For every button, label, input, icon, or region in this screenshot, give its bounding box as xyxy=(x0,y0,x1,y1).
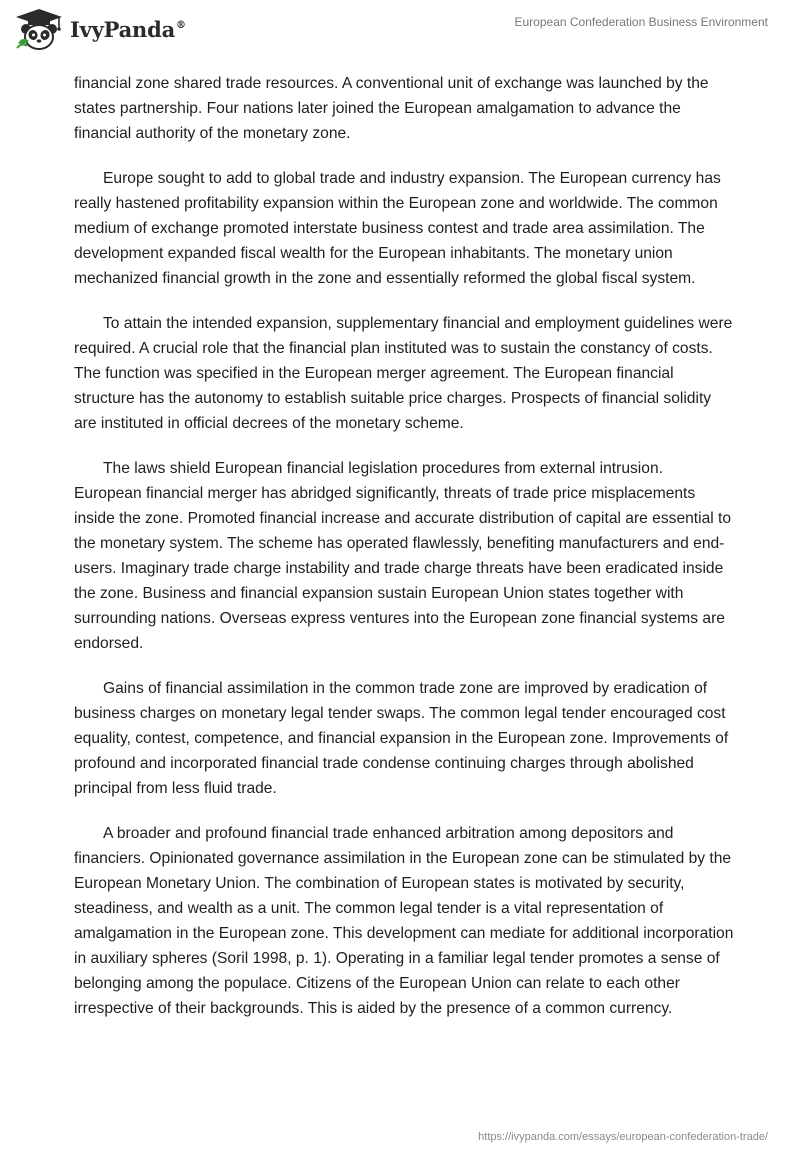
panda-graduate-icon xyxy=(14,8,64,50)
paragraph: financial zone shared trade resources. A conventional unit of exchange was launched by the states partnership. Four nations later joined the European amalgamation to advance the financial authority of the monetary zone. xyxy=(74,75,709,142)
page-header xyxy=(0,0,800,70)
essay-body xyxy=(74,71,734,1041)
paragraph: Europe sought to add to global trade and industry expansion. The European currency has really hastened profitability expansion within the European zone and worldwide. The common medium of exchange promoted interstate business contest and trade area assimilation. The development expanded fiscal wealth for the European inhabitants. The monetary union mechanized financial growth in the zone and essentially reformed the global fiscal system. xyxy=(74,170,721,287)
paragraph: To attain the intended expansion, supplementary financial and employment guidelines were required. A crucial role that the financial plan instituted was to sustain the constancy of costs. The function was specified in the European merger agreement. The European financial structure has the autonomy to establish suitable price charges. Prospects of financial solidity are instituted in official decrees of the monetary scheme. xyxy=(74,315,733,432)
document-title: European Confederation Business Environment xyxy=(514,15,768,29)
paragraph: The laws shield European financial legislation procedures from external intrusion. European financial merger has abridged significantly, threats of trade price misplacements inside the zone. Promoted financial increase and accurate distribution of capital are essential to the monetary system. The scheme has operated flawlessly, benefiting manufacturers and end-users. Imaginary trade charge instability and trade charge threats have been eradicated inside the zone. Business and financial expansion sustain European Union states together with surrounding nations. Overseas express ventures into the European zone financial systems are endorsed. xyxy=(74,460,732,652)
brand-name: IvyPanda® xyxy=(70,16,186,42)
paragraph: Gains of financial assimilation in the common trade zone are improved by eradication of business charges on monetary legal tender swaps. The common legal tender encouraged cost equality, contest, competence, and financial expansion in the European zone. Improvements of profound and incorporated financial trade condense continuing charges through abolished principal from less fluid trade. xyxy=(74,680,729,797)
ivypanda-logo[interactable] xyxy=(14,8,186,50)
paragraph: A broader and profound financial trade enhanced arbitration among depositors and financiers. Opinionated governance assimilation in the European zone can be stimulated by the European Monetary Union. The combination of European states is motivated by security, steadiness, and wealth as a unit. The common legal tender is a vital representation of amalgamation in the European zone. This development can mediate for additional incorporation in auxiliary spheres (Soril 1998, p. 1). Operating in a familiar legal tender promotes a sense of belonging among the populace. Citizens of the European Union can relate to each other irrespective of their backgrounds. This is aided by the presence of a common currency. xyxy=(74,825,734,1017)
source-url[interactable]: https://ivypanda.com/essays/european-confederation-trade/ xyxy=(478,1131,768,1143)
